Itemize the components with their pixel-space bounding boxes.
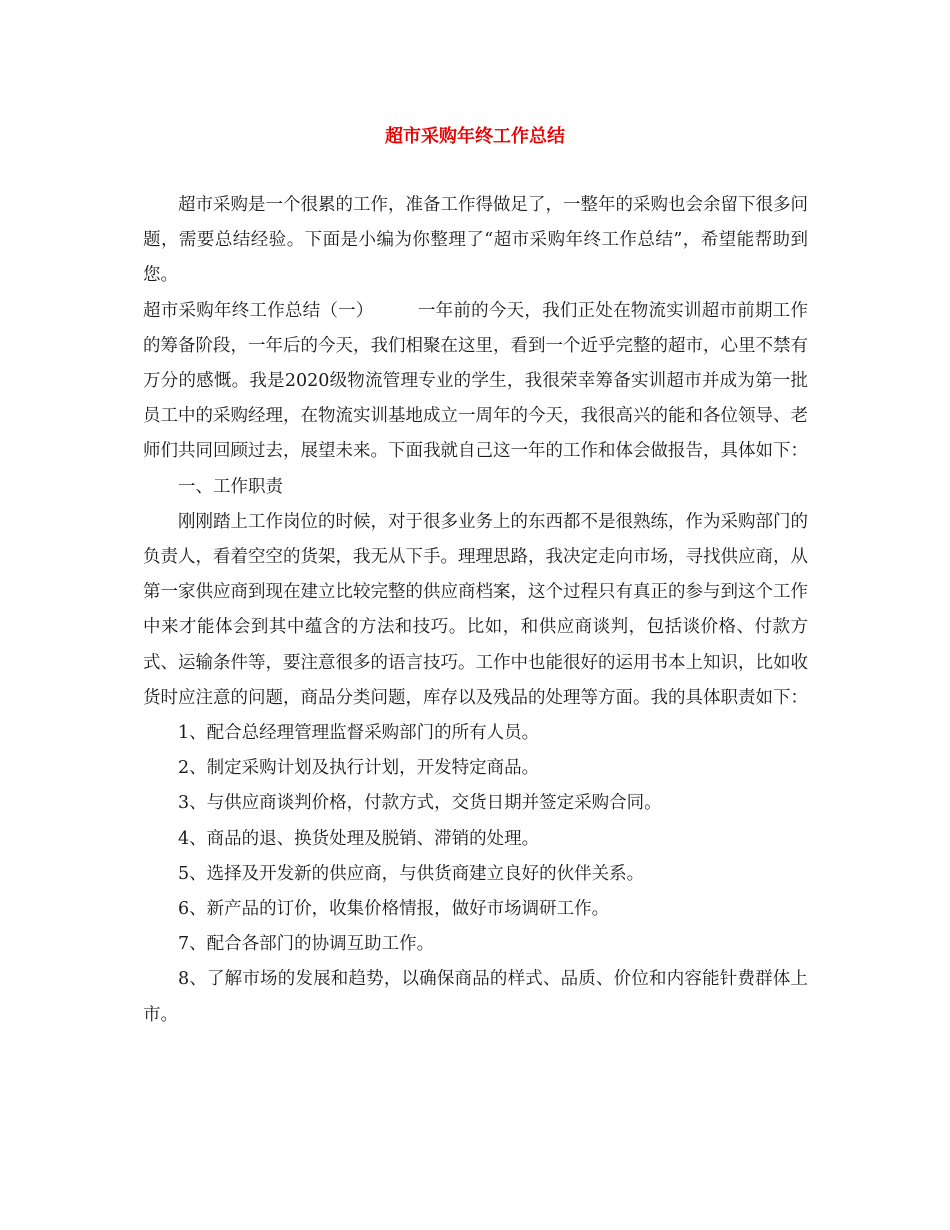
intro-paragraph: 超市采购是一个很累的工作，准备工作得做足了，一整年的采购也会余留下很多问题，需要总结经验。下面是小编为你整理了“超市采购年终工作总结”，希望能帮助到您。 bbox=[143, 195, 808, 286]
section-heading: 超市采购年终工作总结（一） bbox=[143, 300, 374, 321]
duty-item: 1、配合总经理管理监督采购部门的所有人员。 bbox=[178, 723, 540, 744]
document-body bbox=[143, 188, 808, 1033]
duty-item: 3、与供应商谈判价格，付款方式，交货日期并签定采购合同。 bbox=[178, 793, 662, 814]
duty-item: 5、选择及开发新的供应商，与供货商建立良好的伙伴关系。 bbox=[178, 863, 645, 884]
document-title: 超市采购年终工作总结 bbox=[385, 126, 565, 147]
duties-intro-paragraph: 刚刚踏上工作岗位的时候，对于很多业务上的东西都不是很熟练，作为采购部门的负责人，看着空空的货架，我无从下手。理理思路，我决定走向市场，寻找供应商，从第一家供应商到现在建立比较完整的供应商档案，这个过程只有真正的参与到这个工作中来才能体会到其中蕴含的方法和技巧。比如，和供应商谈判，包括谈价格、付款方式、运输条件等，要注意很多的语言技巧。工作中也能很好的运用书本上知识，比如收货时应注意的问题，商品分类问题，库存以及残品的处理等方面。我的具体职责如下： bbox=[143, 511, 808, 708]
duty-item: 2、制定采购计划及执行计划，开发特定商品。 bbox=[178, 758, 540, 779]
duty-item: 6、新产品的订价，收集价格情报，做好市场调研工作。 bbox=[178, 899, 610, 920]
duty-item: 7、配合各部门的协调互助工作。 bbox=[178, 934, 435, 955]
section-intro-text: 一年前的今天，我们正处在物流实训超市前期工作的筹备阶段，一年后的今天，我们相聚在这里，看到一个近乎完整的超市，心里不禁有万分的感慨。我是2020级物流管理专业的学生，我很荣幸筹备实训超市并成为第一批员工中的采购经理，在物流实训基地成立一周年的今天，我很高兴的能和各位领导、老师们共同回顾过去，展望未来。下面我就自己这一年的工作和体会做报告，具体如下： bbox=[143, 300, 808, 462]
subheading-duties: 一、工作职责 bbox=[178, 476, 283, 497]
duty-item: 4、商品的退、换货处理及脱销、滞销的处理。 bbox=[178, 828, 540, 849]
section-paragraph bbox=[143, 294, 808, 470]
duty-item: 8、了解市场的发展和趋势，以确保商品的样式、品质、价位和内容能针费群体上市。 bbox=[143, 969, 808, 1025]
